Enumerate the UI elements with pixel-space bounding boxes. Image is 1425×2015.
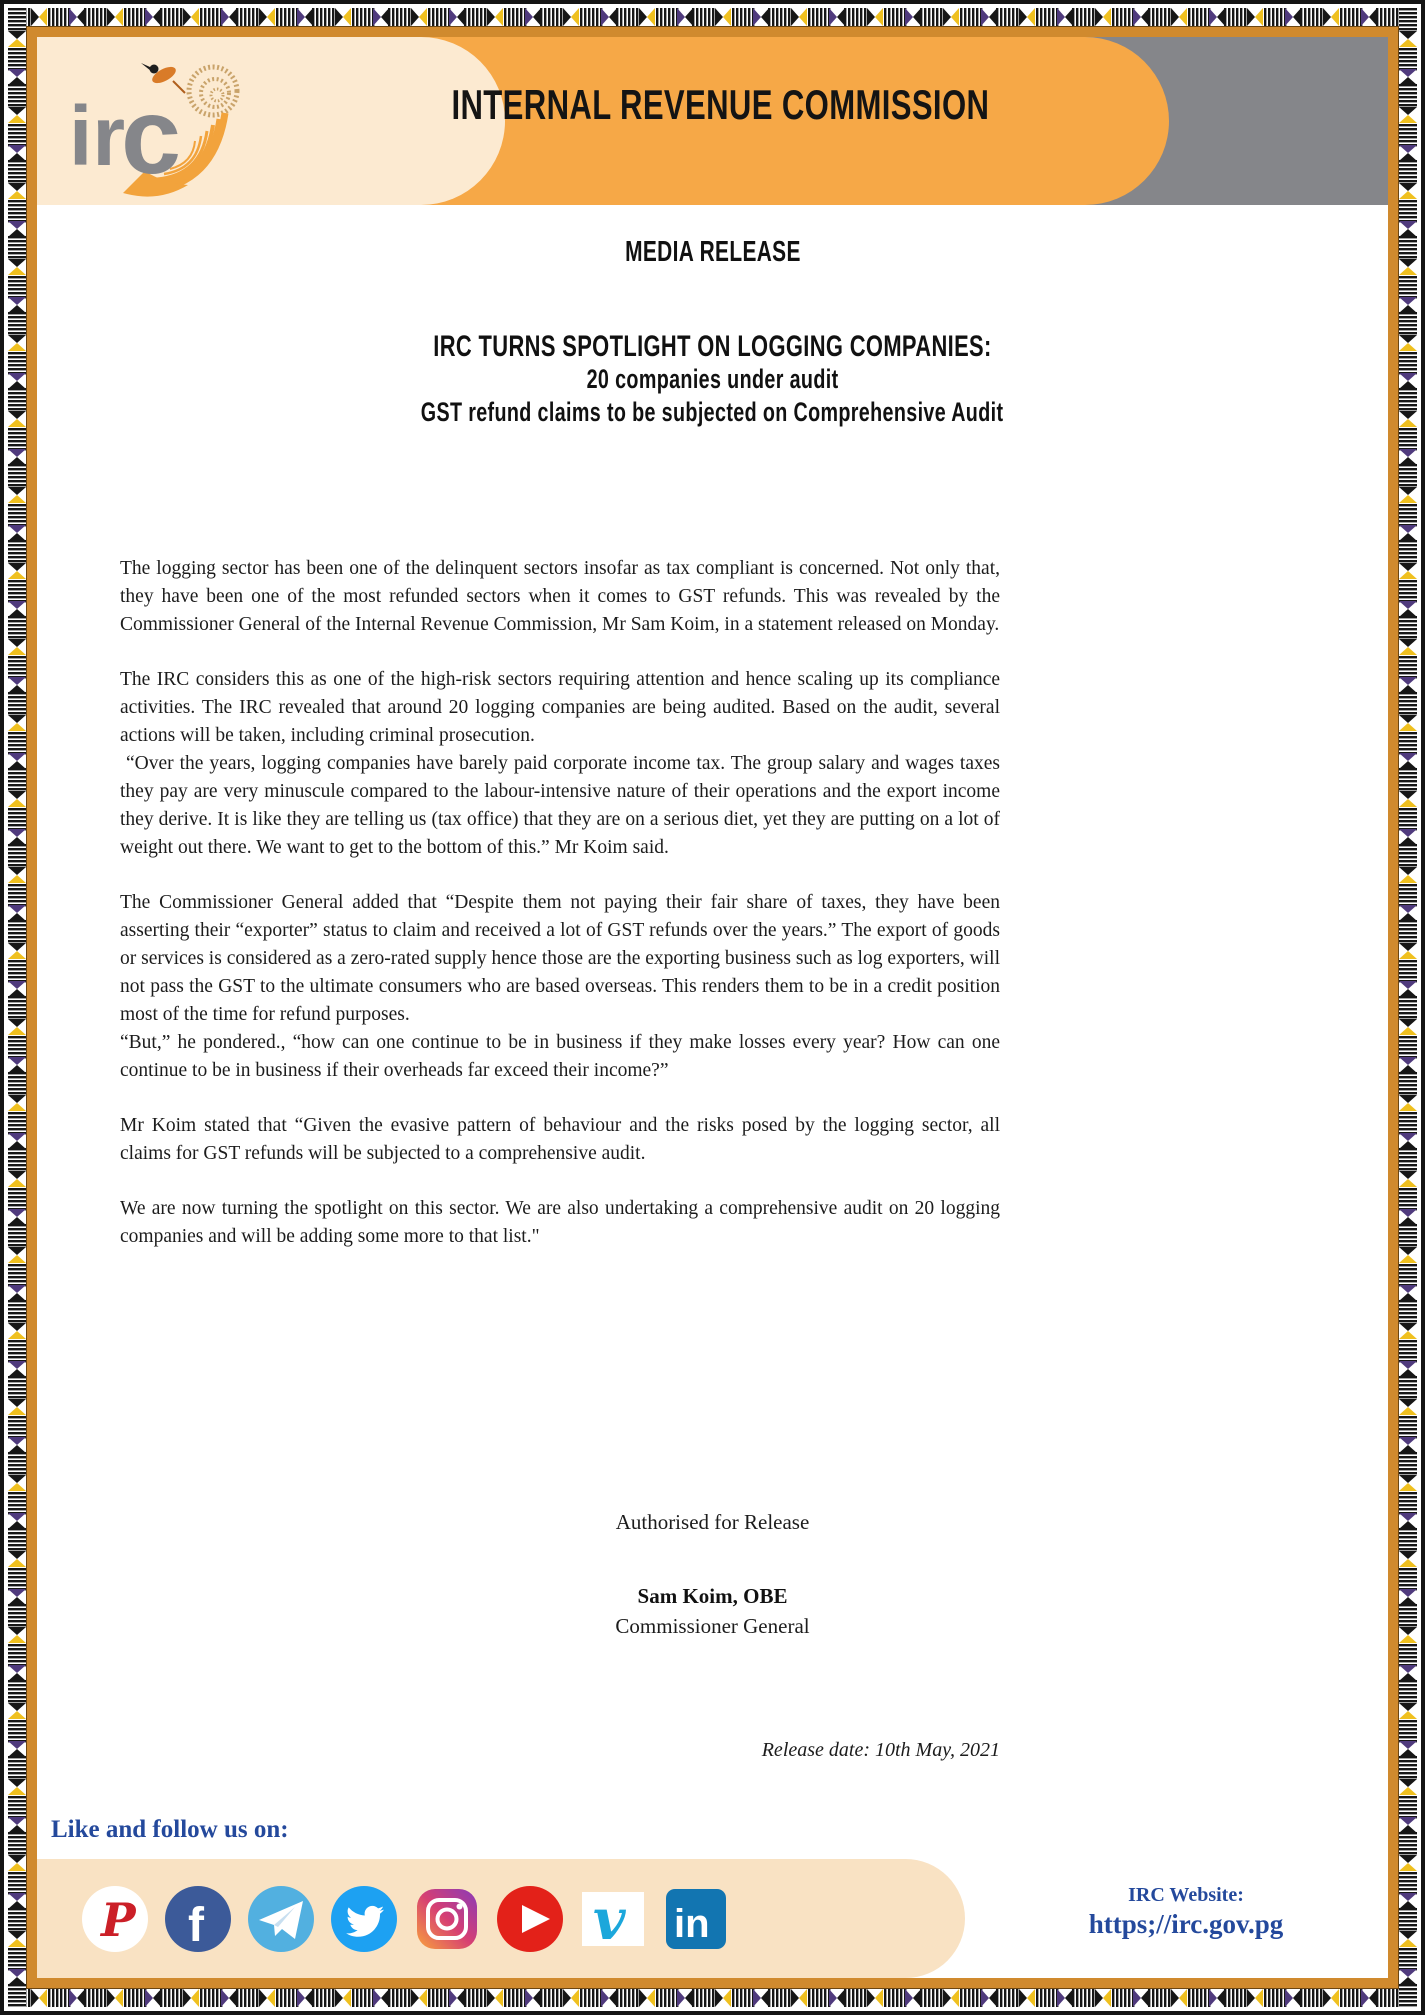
headline-line-2: 20 companies under audit bbox=[586, 364, 839, 394]
logo-letter-c: c bbox=[121, 75, 182, 196]
signatory-name: Sam Koim, OBE bbox=[637, 1584, 788, 1608]
instagram-icon[interactable] bbox=[413, 1885, 481, 1953]
tribal-border-left bbox=[8, 8, 26, 2007]
facebook-icon[interactable] bbox=[164, 1885, 232, 1953]
release-date: Release date: 10th May, 2021 bbox=[761, 1739, 1000, 1761]
follow-us-label: Like and follow us on: bbox=[51, 1816, 289, 1843]
paragraph-2: The IRC considers this as one of the high-risk sectors requiring attention and hence scaling up its compliance activities. The IRC revealed that around 20 logging companies are being audited. Based on the audit, several actions will be taken, including criminal prosecution. bbox=[120, 669, 1000, 746]
svg-text:in: in bbox=[674, 1901, 710, 1946]
tribal-border-top bbox=[8, 8, 1417, 26]
tribal-border-right bbox=[1399, 8, 1417, 2007]
paragraph-6: Mr Koim stated that “Given the evasive pattern of behaviour and the risks posed by the logging sector, all claims for GST refunds will be subjected to a comprehensive audit. bbox=[120, 1115, 1000, 1164]
pinterest-icon[interactable] bbox=[81, 1885, 149, 1953]
twitter-icon[interactable] bbox=[330, 1885, 398, 1953]
org-name-text: INTERNAL REVENUE COMMISSION bbox=[451, 81, 990, 128]
irc-logo bbox=[63, 43, 268, 201]
youtube-icon[interactable] bbox=[496, 1885, 564, 1953]
tribal-border-bottom bbox=[8, 1989, 1417, 2007]
paragraph-5: “But,” he pondered., “how can one continue to be in business if they make losses every year? How can one continue to be in business if their overheads far exceed their income?” bbox=[120, 1032, 1000, 1081]
headline-line-1: IRC TURNS SPOTLIGHT ON LOGGING COMPANIES: bbox=[433, 330, 992, 363]
footer-social-band bbox=[37, 1859, 965, 1978]
svg-text:P: P bbox=[101, 1892, 136, 1947]
social-icon-row bbox=[81, 1885, 730, 1953]
body-text bbox=[120, 555, 1000, 1251]
svg-text:v: v bbox=[593, 1886, 626, 1953]
website-url[interactable]: https;//irc.gov.pg bbox=[1088, 1909, 1284, 1939]
svg-text:f: f bbox=[188, 1898, 204, 1952]
paragraph-4: The Commissioner General added that “Despite them not paying their fair share of taxes, they have been asserting their “exporter” status to claim and received a lot of GST refunds over the years.” The export of goods or services is considered as a zero-rated supply hence those are the exporting business such as log exporters, will not pass the GST to the ultimate consumers who are based overseas. This renders them to be in a credit position most of the time for refund purposes. bbox=[120, 892, 1000, 1025]
paragraph-7: We are now turning the spotlight on this sector. We are also undertaking a comprehensive audit on 20 logging companies and will be adding some more to that list." bbox=[120, 1198, 1000, 1247]
website-label: IRC Website: bbox=[1128, 1884, 1244, 1906]
headline-line-3: GST refund claims to be subjected on Comprehensive Audit bbox=[421, 397, 1004, 427]
headline-block bbox=[37, 330, 1388, 429]
media-release-label: MEDIA RELEASE bbox=[624, 236, 801, 268]
logo-spiral-icon bbox=[189, 67, 237, 115]
vimeo-icon[interactable] bbox=[579, 1885, 647, 1953]
signatory-title: Commissioner General bbox=[615, 1614, 810, 1638]
logo-letters-ir: ir bbox=[69, 89, 126, 183]
linkedin-icon[interactable] bbox=[662, 1885, 730, 1953]
authorised-line: Authorised for Release bbox=[615, 1510, 810, 1534]
website-block bbox=[992, 1884, 1380, 1940]
org-name-heading bbox=[357, 81, 1057, 129]
paragraph-3: “Over the years, logging companies have barely paid corporate income tax. The group salary and wages taxes they pay are very minuscule compared to the labour-intensive nature of their operations and the export income they derive. It is like they are telling us (tax office) that they are on a serious diet, yet they are putting on a lot of weight out there. We want to get to the bottom of this.” Mr Koim said. bbox=[120, 753, 1000, 858]
telegram-icon[interactable] bbox=[247, 1885, 315, 1953]
paragraph-1: The logging sector has been one of the delinquent sectors insofar as tax compliant is concerned. Not only that, they have been one of the most refunded sectors when it comes to GST refunds. This was revealed by the Commissioner General of the Internal Revenue Commission, Mr Sam Koim, in a statement released on Monday. bbox=[120, 558, 1000, 635]
document-content bbox=[37, 37, 1388, 1978]
